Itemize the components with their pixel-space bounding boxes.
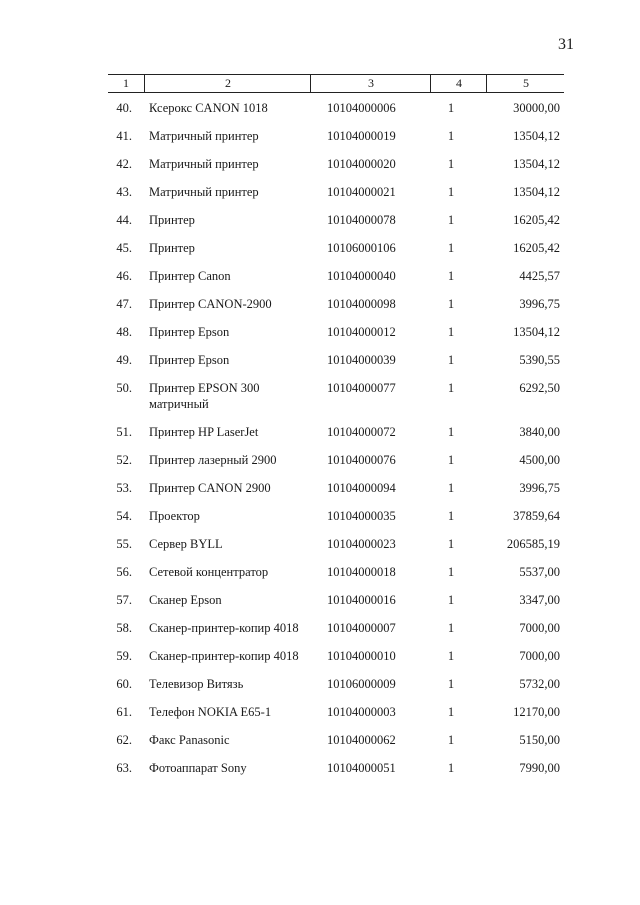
row-number: 59. bbox=[116, 649, 132, 663]
inventory-code: 10104000040 bbox=[327, 269, 396, 283]
quantity: 1 bbox=[447, 621, 455, 635]
inventory-code: 10106000106 bbox=[327, 241, 396, 255]
row-number: 40. bbox=[116, 101, 132, 115]
row-number: 46. bbox=[116, 269, 132, 283]
amount: 3996,75 bbox=[519, 481, 560, 495]
amount: 13504,12 bbox=[513, 129, 560, 143]
inventory-code: 10104000062 bbox=[327, 733, 396, 747]
inventory-code: 10104000007 bbox=[327, 621, 396, 635]
item-name: Сканер-принтер-копир 4018 bbox=[149, 621, 299, 635]
item-name: Телевизор Витязь bbox=[149, 677, 244, 691]
item-name: Фотоаппарат Sony bbox=[149, 761, 247, 775]
amount: 5537,00 bbox=[519, 565, 560, 579]
page-number: 31 bbox=[558, 36, 574, 53]
amount: 3840,00 bbox=[519, 425, 560, 439]
inventory-code: 10104000077 bbox=[327, 381, 396, 395]
table-row bbox=[0, 206, 640, 234]
inventory-code: 10104000021 bbox=[327, 185, 396, 199]
amount: 37859,64 bbox=[513, 509, 560, 523]
row-number: 63. bbox=[116, 761, 132, 775]
inventory-code: 10104000035 bbox=[327, 509, 396, 523]
amount: 4425,57 bbox=[519, 269, 560, 283]
amount: 7990,00 bbox=[519, 761, 560, 775]
item-name: Сканер Epson bbox=[149, 593, 222, 607]
quantity: 1 bbox=[447, 157, 455, 171]
inventory-code: 10104000072 bbox=[327, 425, 396, 439]
item-name: Ксерокс CANON 1018 bbox=[149, 101, 268, 115]
table-row bbox=[0, 754, 640, 782]
table-row bbox=[0, 530, 640, 558]
quantity: 1 bbox=[447, 185, 455, 199]
inventory-code: 10104000023 bbox=[327, 537, 396, 551]
quantity: 1 bbox=[447, 537, 455, 551]
row-number: 48. bbox=[116, 325, 132, 339]
amount: 13504,12 bbox=[513, 157, 560, 171]
inventory-code: 10104000019 bbox=[327, 129, 396, 143]
table-row bbox=[0, 698, 640, 726]
item-name: Принтер лазерный 2900 bbox=[149, 453, 277, 467]
amount: 6292,50 bbox=[519, 381, 560, 395]
row-number: 61. bbox=[116, 705, 132, 719]
quantity: 1 bbox=[447, 213, 455, 227]
row-number: 52. bbox=[116, 453, 132, 467]
row-number: 49. bbox=[116, 353, 132, 367]
table-row bbox=[0, 122, 640, 150]
table-row bbox=[0, 614, 640, 642]
amount: 13504,12 bbox=[513, 325, 560, 339]
amount: 5732,00 bbox=[519, 677, 560, 691]
row-number: 60. bbox=[116, 677, 132, 691]
header-col-4: 4 bbox=[430, 75, 487, 92]
quantity: 1 bbox=[447, 325, 455, 339]
quantity: 1 bbox=[447, 101, 455, 115]
table-row bbox=[0, 234, 640, 262]
table-row bbox=[0, 94, 640, 122]
row-number: 41. bbox=[116, 129, 132, 143]
table-row bbox=[0, 178, 640, 206]
row-number: 56. bbox=[116, 565, 132, 579]
header-col-5: 5 bbox=[486, 75, 565, 92]
row-number: 42. bbox=[116, 157, 132, 171]
quantity: 1 bbox=[447, 677, 455, 691]
item-name: Принтер CANON-2900 bbox=[149, 297, 272, 311]
table-row bbox=[0, 290, 640, 318]
inventory-code: 10104000006 bbox=[327, 101, 396, 115]
header-col-3: 3 bbox=[310, 75, 431, 92]
amount: 13504,12 bbox=[513, 185, 560, 199]
item-name: Принтер bbox=[149, 213, 195, 227]
inventory-code: 10104000003 bbox=[327, 705, 396, 719]
item-name: Принтер Epson bbox=[149, 325, 230, 339]
amount: 5150,00 bbox=[519, 733, 560, 747]
quantity: 1 bbox=[447, 129, 455, 143]
amount: 3347,00 bbox=[519, 593, 560, 607]
inventory-code: 10104000076 bbox=[327, 453, 396, 467]
item-name: Проектор bbox=[149, 509, 200, 523]
row-number: 51. bbox=[116, 425, 132, 439]
table-row bbox=[0, 726, 640, 754]
item-name: Принтер CANON 2900 bbox=[149, 481, 271, 495]
inventory-code: 10104000012 bbox=[327, 325, 396, 339]
header-col-1: 1 bbox=[123, 76, 129, 90]
table-row bbox=[0, 150, 640, 178]
inventory-code: 10104000078 bbox=[327, 213, 396, 227]
item-name: Матричный принтер bbox=[149, 157, 259, 171]
row-number: 57. bbox=[116, 593, 132, 607]
table-row bbox=[0, 474, 640, 502]
quantity: 1 bbox=[447, 381, 455, 395]
item-name: Матричный принтер bbox=[149, 129, 259, 143]
amount: 7000,00 bbox=[519, 649, 560, 663]
table-row bbox=[0, 418, 640, 446]
inventory-code: 10106000009 bbox=[327, 677, 396, 691]
quantity: 1 bbox=[447, 481, 455, 495]
item-name: Телефон NOKIA E65-1 bbox=[149, 705, 272, 719]
item-name: Сетевой концентратор bbox=[149, 565, 269, 579]
amount: 206585,19 bbox=[506, 537, 560, 551]
quantity: 1 bbox=[447, 565, 455, 579]
amount: 7000,00 bbox=[519, 621, 560, 635]
table-row bbox=[0, 586, 640, 614]
inventory-code: 10104000098 bbox=[327, 297, 396, 311]
amount: 16205,42 bbox=[513, 241, 560, 255]
quantity: 1 bbox=[447, 593, 455, 607]
item-name: Принтер Canon bbox=[149, 269, 231, 283]
quantity: 1 bbox=[447, 297, 455, 311]
quantity: 1 bbox=[447, 649, 455, 663]
table-row bbox=[0, 318, 640, 346]
inventory-code: 10104000018 bbox=[327, 565, 396, 579]
quantity: 1 bbox=[447, 705, 455, 719]
item-name: Принтер HP LaserJet bbox=[149, 425, 259, 439]
item-name: Факс Panasonic bbox=[149, 733, 230, 747]
item-name: Матричный принтер bbox=[149, 185, 259, 199]
inventory-code: 10104000094 bbox=[327, 481, 396, 495]
item-name: Принтер Epson bbox=[149, 353, 230, 367]
table-row bbox=[0, 502, 640, 530]
table-header bbox=[108, 74, 564, 93]
inventory-code: 10104000020 bbox=[327, 157, 396, 171]
quantity: 1 bbox=[447, 453, 455, 467]
table-row bbox=[0, 642, 640, 670]
inventory-code: 10104000051 bbox=[327, 761, 396, 775]
quantity: 1 bbox=[447, 425, 455, 439]
table-row bbox=[0, 262, 640, 290]
quantity: 1 bbox=[447, 353, 455, 367]
quantity: 1 bbox=[447, 733, 455, 747]
table-row bbox=[0, 558, 640, 586]
quantity: 1 bbox=[447, 761, 455, 775]
item-name: Сервер BYLL bbox=[149, 537, 223, 551]
row-number: 58. bbox=[116, 621, 132, 635]
amount: 3996,75 bbox=[519, 297, 560, 311]
row-number: 55. bbox=[116, 537, 132, 551]
table-row bbox=[0, 374, 640, 418]
table-row bbox=[0, 670, 640, 698]
row-number: 47. bbox=[116, 297, 132, 311]
item-name: Сканер-принтер-копир 4018 bbox=[149, 649, 299, 663]
row-number: 62. bbox=[116, 733, 132, 747]
quantity: 1 bbox=[447, 509, 455, 523]
quantity: 1 bbox=[447, 269, 455, 283]
row-number: 50. bbox=[116, 381, 132, 395]
header-col-2: 2 bbox=[144, 75, 311, 92]
item-name: Принтер bbox=[149, 241, 195, 255]
table-row bbox=[0, 446, 640, 474]
amount: 12170,00 bbox=[513, 705, 560, 719]
quantity: 1 bbox=[447, 241, 455, 255]
row-number: 54. bbox=[116, 509, 132, 523]
inventory-code: 10104000016 bbox=[327, 593, 396, 607]
amount: 4500,00 bbox=[519, 453, 560, 467]
amount: 30000,00 bbox=[513, 101, 560, 115]
table-row bbox=[0, 346, 640, 374]
inventory-code: 10104000010 bbox=[327, 649, 396, 663]
inventory-code: 10104000039 bbox=[327, 353, 396, 367]
row-number: 44. bbox=[116, 213, 132, 227]
item-name: Принтер EPSON 300 матричный bbox=[149, 381, 260, 411]
amount: 16205,42 bbox=[513, 213, 560, 227]
table-body bbox=[0, 94, 640, 782]
amount: 5390,55 bbox=[519, 353, 560, 367]
row-number: 45. bbox=[116, 241, 132, 255]
row-number: 43. bbox=[116, 185, 132, 199]
row-number: 53. bbox=[116, 481, 132, 495]
